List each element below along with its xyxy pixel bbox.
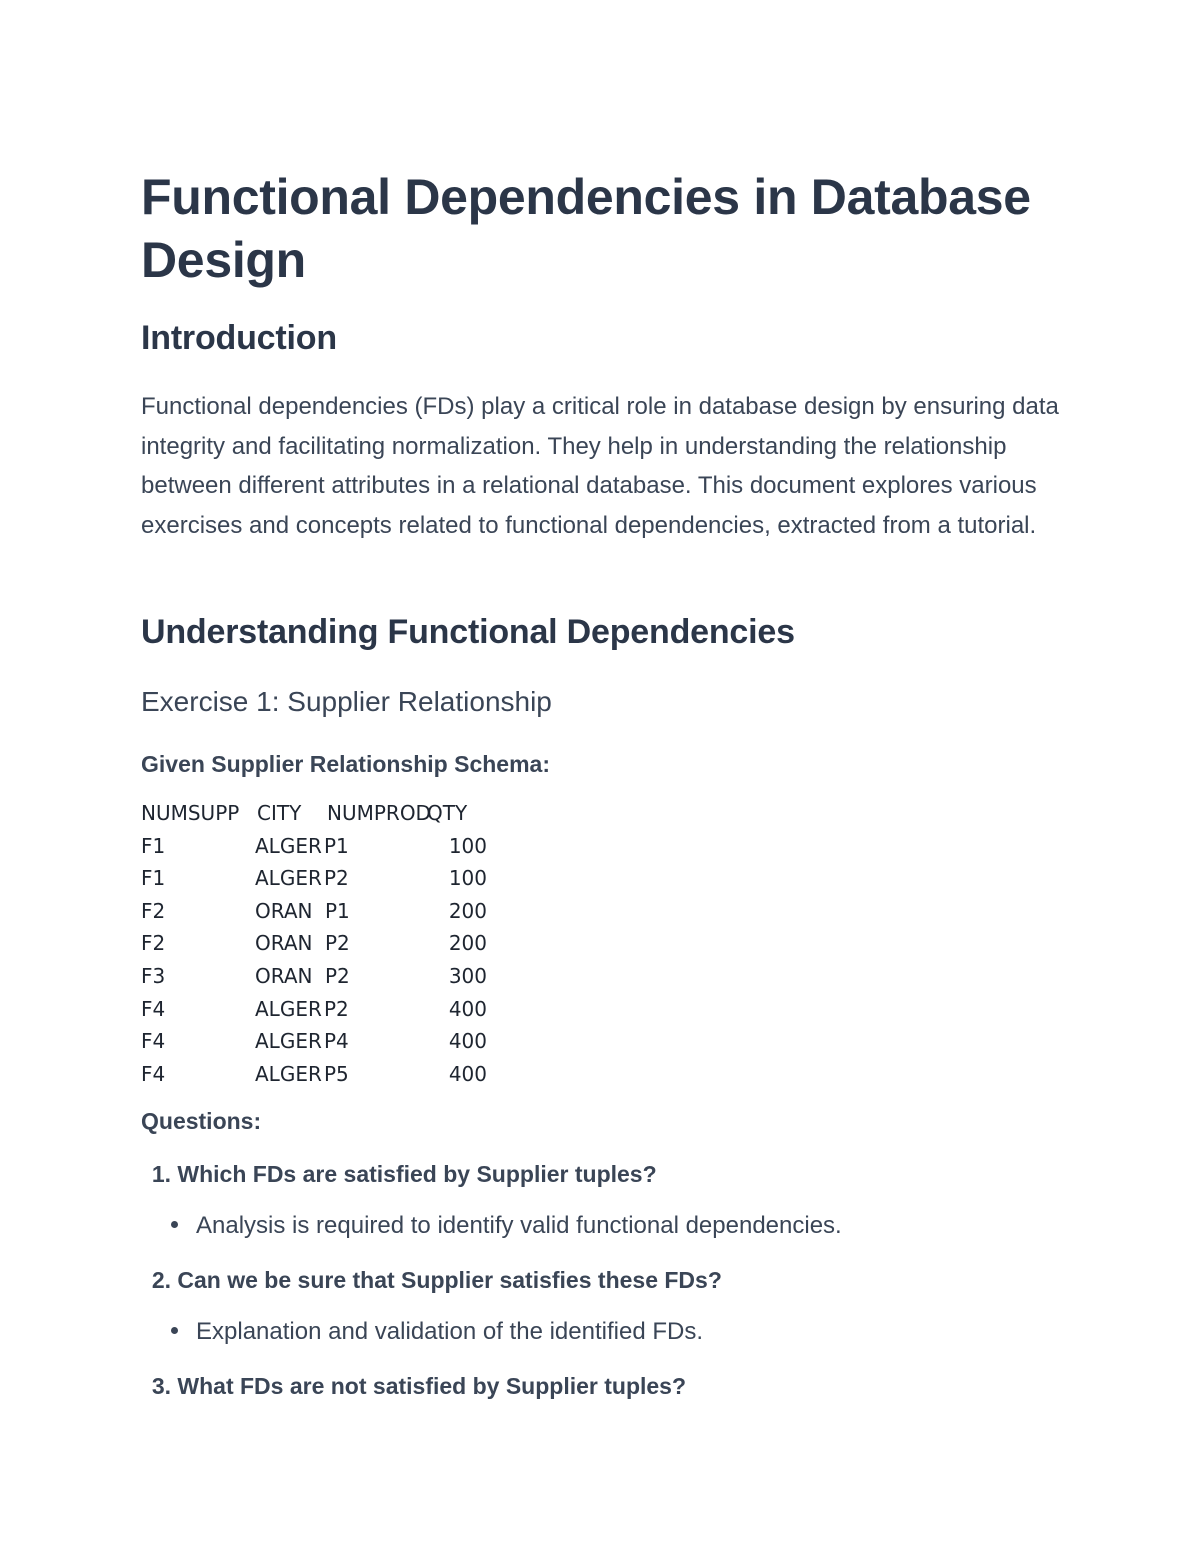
table-cell: 400 <box>448 1061 487 1086</box>
table-cell: ORAN <box>255 963 313 988</box>
table-cell: P2 <box>325 931 350 956</box>
bullet-dot-icon <box>171 1221 178 1228</box>
table-cell: 200 <box>448 931 487 956</box>
question-text: Can we be sure that Supplier satisfies these FDs? <box>177 1267 722 1293</box>
table-cell: F4 <box>141 1061 166 1086</box>
table-cell: F2 <box>141 931 166 956</box>
bullet-dot-icon <box>171 1327 178 1334</box>
table-cell: P2 <box>324 866 349 891</box>
question-item <box>141 1158 657 1190</box>
table-cell: 100 <box>448 866 487 891</box>
understanding-heading: Understanding Functional Dependencies <box>141 613 795 651</box>
question-bullet <box>171 1209 842 1243</box>
question-item <box>141 1370 686 1402</box>
table-cell: ALGER <box>255 833 322 858</box>
table-cell: F1 <box>141 833 166 858</box>
table-header-cell: NUMPROD <box>327 801 431 825</box>
table-cell: 300 <box>448 963 487 988</box>
table-cell: F4 <box>141 1029 166 1054</box>
table-cell: P1 <box>324 833 349 858</box>
document-title: Functional Dependencies in Database Design <box>141 169 1031 288</box>
table-header-row <box>141 797 501 830</box>
table-cell: ALGER <box>255 996 322 1021</box>
table-cell: F4 <box>141 996 166 1021</box>
table-row <box>141 1058 501 1091</box>
table-row <box>141 895 501 928</box>
table-cell: P5 <box>324 1061 349 1086</box>
question-number: 2. <box>151 1267 171 1293</box>
table-header-cell: QTY <box>427 801 468 825</box>
table-cell: 100 <box>448 833 487 858</box>
table-cell: ALGER <box>255 1061 322 1086</box>
exercise-heading: Exercise 1: Supplier Relationship <box>141 686 552 717</box>
question-text: Which FDs are satisfied by Supplier tuples? <box>177 1161 657 1187</box>
introduction-heading: Introduction <box>141 319 337 357</box>
table-row <box>141 1025 501 1058</box>
table-cell: 200 <box>448 898 487 923</box>
table-cell: P2 <box>325 963 350 988</box>
question-number: 1. <box>151 1161 171 1187</box>
table-cell: ORAN <box>255 898 313 923</box>
table-cell: F1 <box>141 866 166 891</box>
bullet-text: Analysis is required to identify valid functional dependencies. <box>196 1212 842 1239</box>
table-cell: ORAN <box>255 931 313 956</box>
table-header-cell: CITY <box>257 801 302 825</box>
question-text: What FDs are not satisfied by Supplier tuples? <box>177 1373 687 1399</box>
table-cell: P4 <box>324 1029 349 1054</box>
table-cell: ALGER <box>255 1029 322 1054</box>
table-cell: P2 <box>324 996 349 1021</box>
table-cell: 400 <box>448 996 487 1021</box>
table-header-cell: NUMSUPP <box>141 801 240 825</box>
table-cell: P1 <box>325 898 350 923</box>
bullet-text: Explanation and validation of the identified FDs. <box>196 1318 703 1345</box>
table-cell: F3 <box>141 963 166 988</box>
table-row <box>141 993 501 1026</box>
schema-heading: Given Supplier Relationship Schema: <box>141 751 550 777</box>
table-row <box>141 830 501 863</box>
supplier-table <box>141 797 501 1090</box>
table-row <box>141 927 501 960</box>
questions-heading: Questions: <box>141 1108 262 1134</box>
question-number: 3. <box>151 1373 171 1399</box>
question-bullet <box>171 1315 703 1349</box>
table-row <box>141 862 501 895</box>
table-cell: 400 <box>448 1029 487 1054</box>
table-row <box>141 960 501 993</box>
introduction-paragraph: Functional dependencies (FDs) play a critical role in database design by ensuring data integrity and facilitating normalization. They help in understanding the relationship between different attributes in a relational database. This document explores various exercises and concepts related to functional dependencies, extracted from a tutorial. <box>141 393 1059 539</box>
table-cell: ALGER <box>255 866 322 891</box>
question-item <box>141 1264 722 1296</box>
table-cell: F2 <box>141 898 166 923</box>
